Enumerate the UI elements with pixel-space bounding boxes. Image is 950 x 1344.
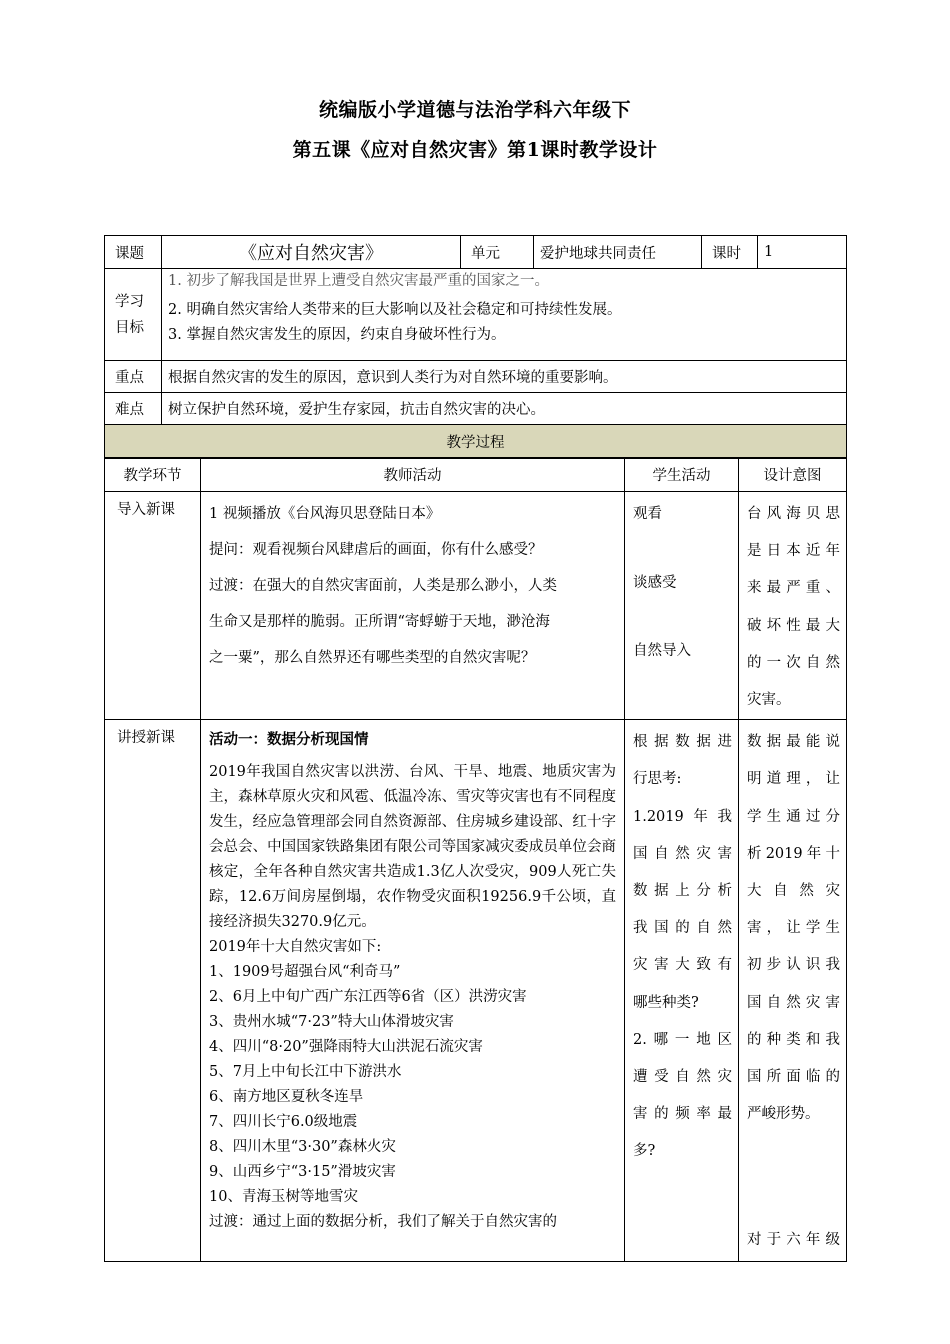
student-line: 灾害大致有	[633, 957, 732, 974]
intent-lecture	[739, 720, 847, 1262]
intent-line: 国自然灾害	[747, 994, 840, 1011]
intent-line: 学生通过分	[747, 808, 840, 825]
student-line: 自然导入	[633, 643, 691, 659]
process-table	[104, 457, 847, 1262]
teacher-line: 提问：观看视频台风肆虐后的画面，你有什么感受？	[209, 542, 543, 558]
disaster-item: 3、贵州水城“7·23”特大山体滑坡灾害	[209, 1014, 454, 1031]
period-value: 1	[758, 236, 847, 269]
intent-line: 数据最能说	[747, 734, 840, 751]
student-line: 哪些种类?	[633, 994, 699, 1011]
disaster-item: 9、山西乡宁“3·15”滑坡灾害	[209, 1164, 396, 1181]
goals-label-line: 目标	[115, 319, 144, 336]
col-header-student: 学生活动	[625, 458, 739, 492]
stage-intro: 导入新课	[105, 492, 201, 720]
intent-intro	[739, 492, 847, 720]
intent-line: 破坏性最大	[747, 617, 840, 634]
intent-line: 害，让学生	[747, 920, 840, 937]
student-line: 根据数据进	[633, 734, 732, 751]
student-lecture	[625, 720, 739, 1262]
student-line: 观看	[633, 506, 662, 522]
student-intro	[625, 492, 739, 720]
student-line: 1.2019年我	[633, 808, 732, 825]
disaster-item: 1、1909号超强台风“利奇马”	[209, 964, 401, 981]
activity-title: 活动一：数据分析现国情	[209, 731, 369, 749]
key-label: 重点	[105, 361, 162, 393]
col-header-intent: 设计意图	[739, 458, 847, 492]
intent-line: 台风海贝思	[747, 506, 840, 522]
difficulty-value: 树立保护自然环境，爱护生存家园，抗击自然灾害的决心。	[162, 393, 847, 425]
student-line: 多?	[633, 1143, 656, 1160]
disaster-item: 10、青海玉树等地雪灾	[209, 1189, 358, 1206]
intent-line: 析2019年十	[747, 845, 840, 862]
student-line: 2.哪一地区	[633, 1031, 732, 1048]
student-line: 行思考:	[633, 771, 682, 788]
unit-value: 爱护地球共同责任	[534, 236, 702, 269]
intent-line: 对于六年级	[747, 1232, 840, 1249]
col-header-stage: 教学环节	[105, 458, 201, 492]
disaster-item: 7、四川长宁6.0级地震	[209, 1114, 358, 1131]
student-line: 害的频率最	[633, 1106, 732, 1123]
subject-value: 《应对自然灾害》	[162, 236, 461, 269]
intent-line: 是日本近年	[747, 543, 840, 560]
goals-list	[162, 269, 847, 361]
intent-line: 来最严重、	[747, 580, 840, 597]
stage-lecture: 讲授新课	[105, 720, 201, 1262]
teacher-line: 生命又是那样的脆弱。正所谓“寄蜉蝣于天地，渺沧海	[209, 614, 550, 630]
col-header-teacher: 教师活动	[201, 458, 625, 492]
intent-line: 的种类和我	[747, 1031, 840, 1048]
info-table	[104, 235, 847, 459]
disaster-item: 5、7月上中旬长江中下游洪水	[209, 1064, 402, 1081]
goals-label-line: 学习	[115, 293, 144, 310]
intent-line: 的一次自然	[747, 654, 840, 671]
disaster-item: 6、南方地区夏秋冬连旱	[209, 1089, 364, 1106]
intent-line: 大自然灾	[747, 883, 840, 900]
process-header: 教学过程	[105, 425, 847, 459]
intent-line: 初步认识我	[747, 957, 840, 974]
key-value: 根据自然灾害的发生的原因，意识到人类行为对自然环境的重要影响。	[162, 361, 847, 393]
intent-line: 国所面临的	[747, 1069, 840, 1086]
teacher-line: 之一粟”，那么自然界还有哪些类型的自然灾害呢？	[209, 650, 536, 666]
list-title: 2019年十大自然灾害如下:	[209, 939, 382, 956]
intent-line: 明道理，让	[747, 771, 840, 788]
goal-item: 3. 掌握自然灾害发生的原因，约束自身破坏性行为。	[168, 327, 506, 343]
goal-item: 1. 初步了解我国是世界上遭受自然灾害最严重的国家之一。	[168, 273, 549, 289]
student-line: 数据上分析	[633, 883, 732, 900]
unit-label: 单元	[461, 236, 534, 269]
document-title: 统编版小学道德与法治学科六年级下	[318, 99, 631, 121]
transition-text: 过渡：通过上面的数据分析，我们了解关于自然灾害的	[209, 1214, 557, 1231]
difficulty-label: 难点	[105, 393, 162, 425]
student-line: 国自然灾害	[633, 845, 732, 862]
intent-line: 严峻形势。	[747, 1106, 820, 1123]
teacher-line: 1 视频播放《台风海贝思登陆日本》	[209, 506, 441, 522]
student-line: 遭受自然灾	[633, 1069, 732, 1086]
intent-line: 灾害。	[747, 692, 791, 709]
goals-label	[105, 269, 162, 361]
disaster-item: 8、四川木里“3·30”森林火灾	[209, 1139, 396, 1156]
goal-item: 2. 明确自然灾害给人类带来的巨大影响以及社会稳定和可持续性发展。	[168, 302, 622, 318]
disaster-item: 2、6月上中旬广西广东江西等6省（区）洪涝灾害	[209, 989, 527, 1006]
disaster-item: 4、四川“8·20”强降雨特大山洪泥石流灾害	[209, 1039, 483, 1056]
subject-label: 课题	[105, 236, 162, 269]
teacher-intro	[201, 492, 625, 720]
document-subtitle: 第五课《应对自然灾害》第1课时教学设计	[292, 139, 658, 161]
teacher-line: 过渡：在强大的自然灾害面前，人类是那么渺小，人类	[209, 578, 557, 594]
teacher-lecture	[201, 720, 625, 1262]
period-label: 课时	[702, 236, 758, 269]
student-line: 我国的自然	[633, 920, 732, 937]
activity-paragraph: 2019年我国自然灾害以洪涝、台风、干旱、地震、地质灾害为主，森林草原火灾和风雹、低温冷冻、雪灾等灾害也有不同程度发生，经应急管理部会同自然资源部、住房城乡建设部、红十字会总会、中国国家铁路集团有限公司等国家减灾委成员单位会商核定，全年各种自然灾害共造成1.3亿人次受灾，909人死亡失踪，12.6万间房屋倒塌，农作物受灾面积19256.9千公顷，直接经济损失3270.9亿元。	[209, 764, 616, 931]
student-line: 谈感受	[633, 574, 677, 591]
